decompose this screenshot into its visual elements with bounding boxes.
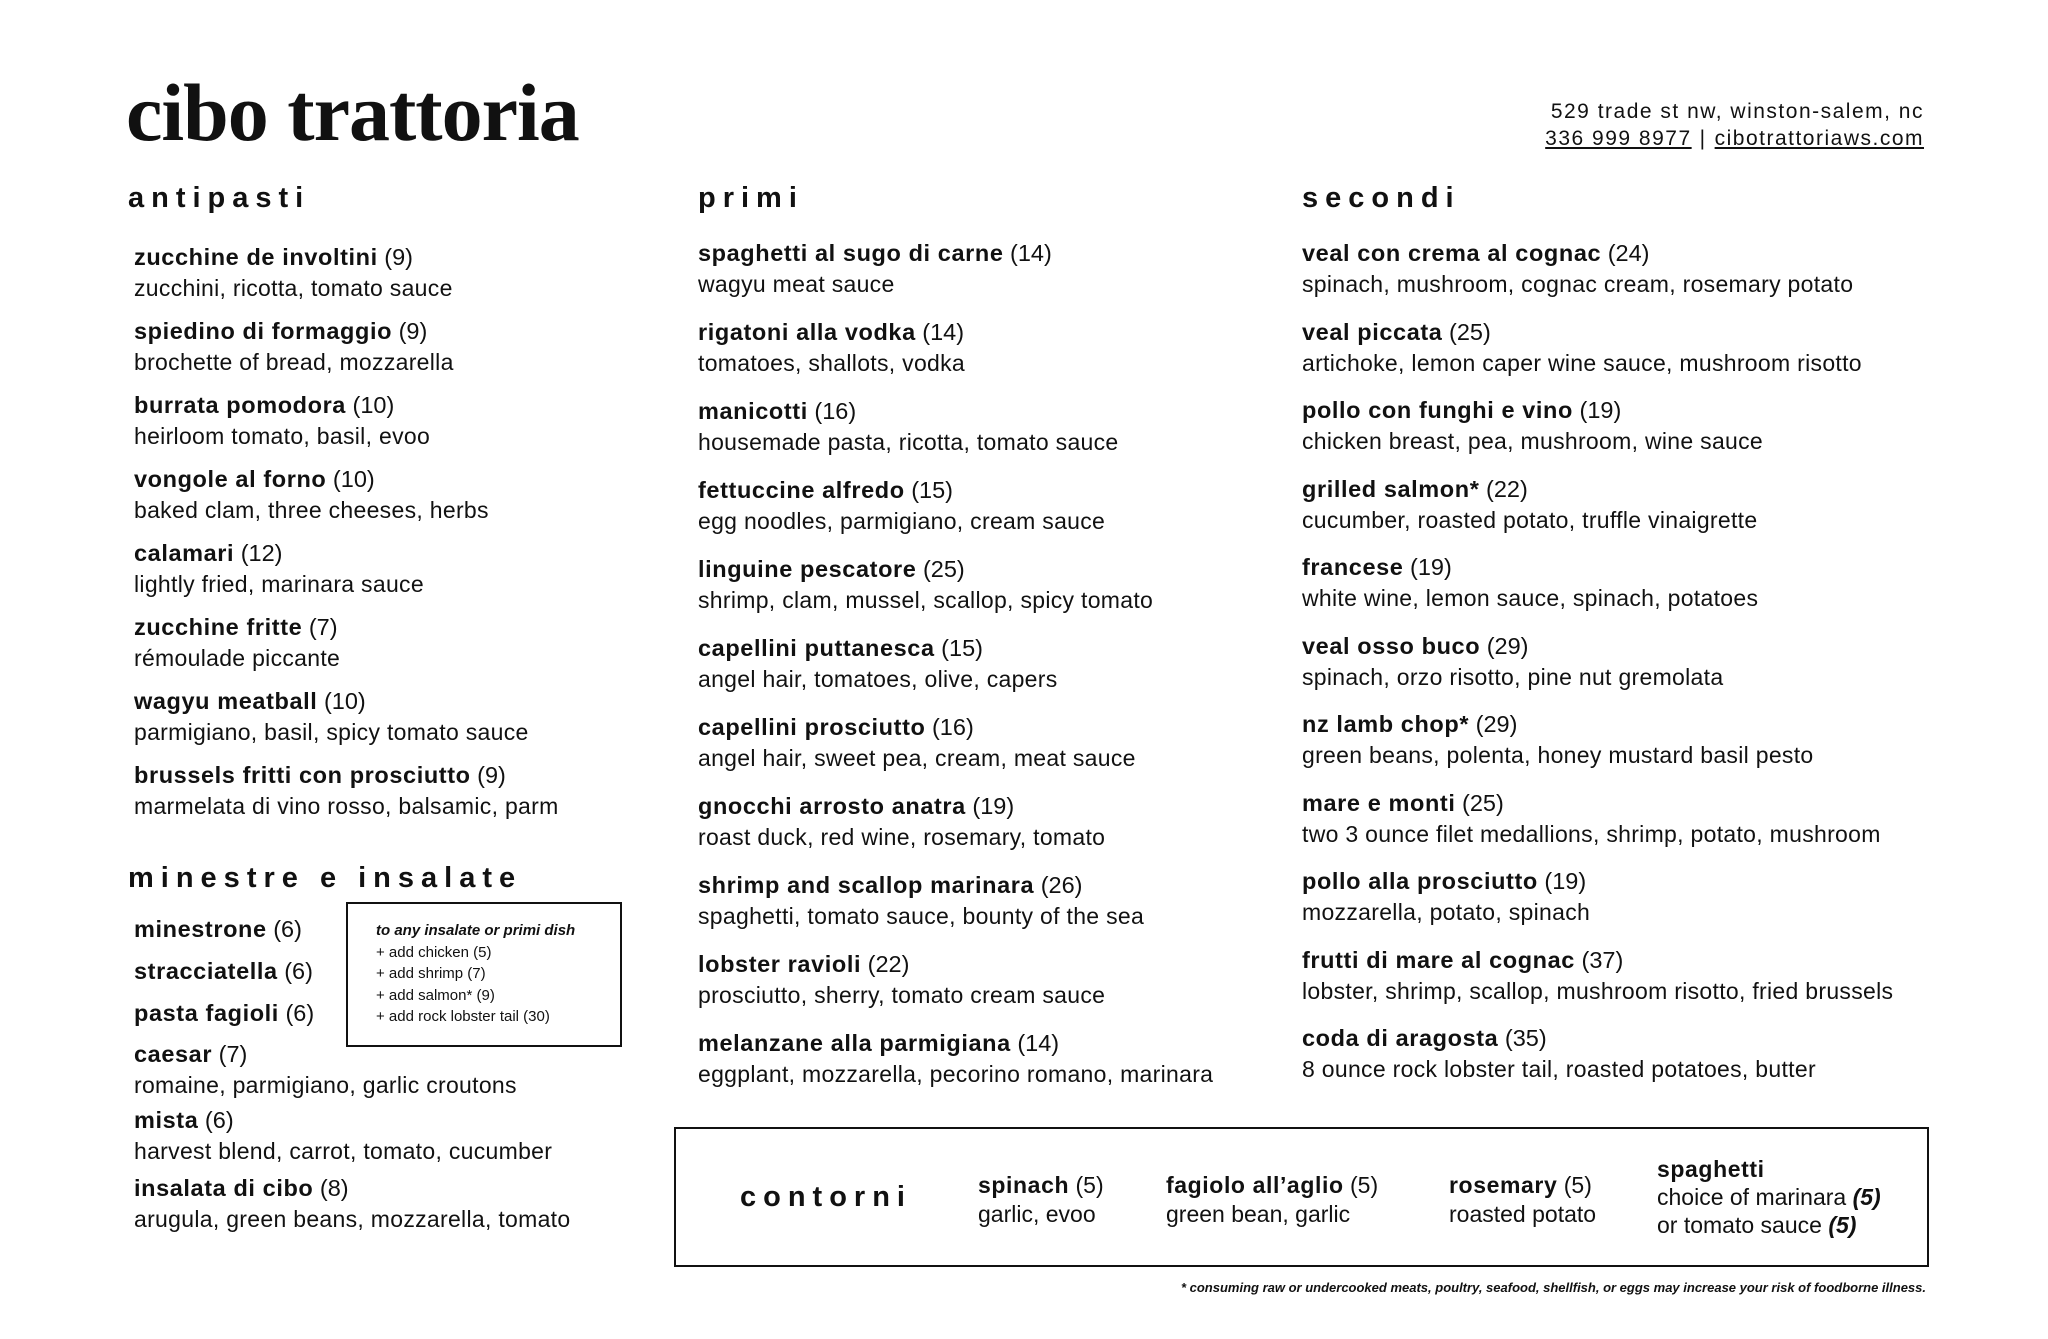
item-description: egg noodles, parmigiano, cream sauce [698, 508, 1106, 534]
item-price: (9) [384, 244, 413, 270]
item-name: capellini prosciutto [698, 714, 926, 740]
item-price: (5) [1563, 1172, 1592, 1198]
item-name: vongole al forno [134, 466, 327, 492]
menu-item [1302, 788, 1942, 867]
menu-item [134, 538, 654, 612]
address: 529 trade st nw, winston-salem, nc [1550, 100, 1924, 123]
item-price: (25) [1462, 789, 1504, 816]
item-price: (10) [352, 392, 395, 418]
salad-item [134, 1173, 654, 1239]
addons-box [346, 902, 622, 1047]
item-price: (19) [1544, 868, 1587, 894]
item-name: fagiolo all’aglio [1166, 1172, 1344, 1198]
item-name: manicotti [698, 398, 808, 424]
menu-item [134, 242, 654, 316]
item-description: garlic, evoo [978, 1201, 1096, 1227]
contorni-box [674, 1127, 1929, 1267]
item-name: shrimp and scallop marinara [698, 872, 1035, 898]
item-name: spaghetti al sugo di carne [698, 240, 1004, 266]
item-description: cucumber, roasted potato, truffle vinaigrette [1302, 506, 1758, 533]
health-disclaimer: * consuming raw or undercooked meats, poultry, seafood, shellfish, or eggs may increase your risk of foodborne illness. [1180, 1280, 1926, 1295]
item-price: (6) [284, 958, 313, 984]
item-description: rémoulade piccante [134, 645, 341, 671]
item-description: parmigiano, basil, spicy tomato sauce [134, 719, 529, 745]
item-price: (19) [1410, 554, 1452, 580]
item-name: grilled salmon* [1302, 475, 1480, 502]
item-description: wagyu meat sauce [698, 271, 895, 297]
phone-link[interactable]: 336 999 8977 [1545, 127, 1692, 150]
item-name: caesar [134, 1041, 213, 1067]
item-description: baked clam, three cheeses, herbs [134, 497, 489, 523]
item-price: (22) [867, 951, 910, 977]
item-price: (25) [1449, 318, 1491, 345]
item-description: lightly fried, marinara sauce [134, 571, 424, 597]
menu-item [1302, 866, 1942, 945]
item-price: (6) [273, 916, 302, 942]
item-description: tomatoes, shallots, vodka [698, 350, 966, 376]
item-description: spinach, mushroom, cognac cream, rosemary potato [1302, 271, 1854, 297]
menu-item [1302, 709, 1942, 788]
menu-item [698, 633, 1298, 712]
item-description: arugula, green beans, mozzarella, tomato [134, 1206, 571, 1232]
item-name: melanzane alla parmigiana [698, 1030, 1011, 1056]
salad-item [134, 1105, 654, 1173]
item-price: (10) [332, 466, 375, 492]
item-price: (35) [1504, 1025, 1547, 1051]
item-price: (9) [398, 318, 428, 344]
item-name: zucchine fritte [134, 614, 303, 640]
item-name: coda di aragosta [1302, 1025, 1499, 1051]
addon-line: + add salmon* (9) [376, 986, 495, 1004]
item-price: (29) [1475, 711, 1518, 737]
item-price: (8) [319, 1175, 349, 1201]
item-name: burrata pomodora [134, 392, 346, 418]
item-price: (19) [1579, 397, 1622, 423]
menu-item [1302, 552, 1942, 631]
item-price: (7) [218, 1041, 248, 1067]
item-name: stracciatella [134, 958, 278, 984]
item-name: fettuccine alfredo [698, 477, 905, 503]
item-name: lobster ravioli [698, 951, 862, 977]
menu-item [698, 791, 1298, 870]
menu-item [1302, 1023, 1942, 1102]
item-name: rigatoni alla vodka [698, 319, 916, 345]
menu-item [1302, 631, 1942, 710]
addon-line: + add chicken (5) [376, 943, 492, 961]
menu-item [698, 554, 1298, 633]
item-price: (5) [1828, 1212, 1857, 1238]
menu-item [134, 686, 654, 760]
item-description: 8 ounce rock lobster tail, roasted potatoes, butter [1302, 1056, 1816, 1082]
addon-line: + add shrimp (7) [376, 965, 486, 982]
item-price: (6) [285, 1000, 315, 1026]
secondi-list [1302, 238, 1942, 1102]
item-price: (14) [1017, 1030, 1060, 1056]
item-name: spinach [978, 1172, 1070, 1198]
item-name: calamari [134, 540, 235, 566]
side-item-fagiolo [1166, 1171, 1378, 1229]
side-item-rosemary [1449, 1171, 1596, 1229]
antipasti-list [134, 242, 654, 834]
menu-item [698, 949, 1298, 1028]
menu-item [698, 1028, 1298, 1107]
item-description: lobster, shrimp, scallop, mushroom risotto, fried brussels [1302, 977, 1894, 1004]
item-price: (5) [1852, 1184, 1881, 1210]
item-price: (6) [204, 1107, 234, 1133]
item-description: angel hair, sweet pea, cream, meat sauce [698, 745, 1136, 771]
primi-list [698, 238, 1298, 1107]
item-description: artichoke, lemon caper wine sauce, mushroom risotto [1302, 349, 1862, 376]
item-price: (24) [1607, 240, 1650, 266]
menu-item [698, 396, 1298, 475]
item-name: capellini puttanesca [698, 635, 935, 661]
item-description: roasted potato [1449, 1201, 1597, 1227]
item-name: frutti di mare al cognac [1302, 946, 1575, 973]
item-name: nz lamb chop* [1302, 711, 1470, 737]
item-description: white wine, lemon sauce, spinach, potatoes [1302, 585, 1759, 611]
item-price: (9) [477, 762, 506, 788]
item-description: shrimp, clam, mussel, scallop, spicy tomato [698, 587, 1154, 613]
item-price: (16) [814, 398, 857, 424]
contact-separator: | [1699, 127, 1707, 150]
side-item-spinach [978, 1171, 1104, 1229]
menu-item [1302, 945, 1942, 1024]
menu-item [134, 464, 654, 538]
item-name: wagyu meatball [134, 688, 318, 714]
item-price: (5) [1075, 1172, 1104, 1198]
item-price: (22) [1486, 475, 1528, 502]
menu-item [698, 712, 1298, 791]
item-description: harvest blend, carrot, tomato, cucumber [134, 1138, 553, 1164]
item-description: romaine, parmigiano, garlic croutons [134, 1072, 517, 1098]
item-name: zucchine de involtini [134, 244, 378, 270]
side-item-spaghetti [1657, 1155, 1881, 1239]
menu-item [698, 870, 1298, 949]
item-name: veal osso buco [1302, 632, 1481, 659]
menu-item [134, 390, 654, 464]
section-title-antipasti: antipasti [128, 182, 311, 214]
item-description: spaghetti, tomato sauce, bounty of the sea [698, 903, 1145, 929]
menu-item [134, 612, 654, 686]
item-description: two 3 ounce filet medallions, shrimp, potato, mushroom [1302, 820, 1881, 847]
item-price: (14) [1010, 240, 1052, 266]
item-name: francese [1302, 554, 1404, 580]
item-price: (15) [911, 477, 953, 503]
item-price: (5) [1350, 1172, 1379, 1198]
item-price: (14) [922, 319, 965, 345]
menu-item [1302, 395, 1942, 474]
item-name: veal piccata [1302, 318, 1443, 345]
item-description: marmelata di vino rosso, balsamic, parm [134, 793, 559, 819]
item-name: insalata di cibo [134, 1175, 314, 1201]
item-description: roast duck, red wine, rosemary, tomato [698, 824, 1106, 850]
item-price: (15) [941, 635, 983, 661]
item-name: mista [134, 1107, 199, 1133]
menu-item [1302, 238, 1942, 317]
menu-item [698, 317, 1298, 396]
item-price: (37) [1581, 946, 1624, 973]
item-description: spinach, orzo risotto, pine nut gremolata [1302, 663, 1724, 690]
item-name: gnocchi arrosto anatra [698, 793, 966, 819]
menu-item [134, 760, 654, 834]
item-description: or tomato sauce [1657, 1212, 1822, 1238]
item-price: (26) [1040, 872, 1083, 898]
item-price: (16) [931, 714, 974, 740]
addons-heading: to any insalate or primi dish [376, 922, 576, 939]
item-price: (19) [972, 793, 1015, 819]
website-link[interactable]: cibotrattoriaws.com [1714, 127, 1924, 150]
item-description: green bean, garlic [1166, 1201, 1351, 1227]
menu-item [698, 475, 1298, 554]
salad-item [134, 1039, 654, 1105]
item-price: (7) [308, 614, 338, 640]
menu-item [698, 238, 1298, 317]
item-name: pasta fagioli [134, 1000, 279, 1026]
item-description: prosciutto, sherry, tomato cream sauce [698, 982, 1106, 1008]
item-description: angel hair, tomatoes, olive, capers [698, 666, 1058, 692]
menu-item [1302, 474, 1942, 553]
item-name: veal con crema al cognac [1302, 240, 1602, 266]
section-title-secondi: secondi [1302, 182, 1461, 214]
item-name: rosemary [1449, 1172, 1558, 1198]
item-name: pollo con funghi e vino [1302, 397, 1573, 423]
item-description: heirloom tomato, basil, evoo [134, 423, 431, 449]
addon-line: + add rock lobster tail (30) [376, 1008, 550, 1025]
item-description: brochette of bread, mozzarella [134, 349, 454, 375]
item-name: brussels fritti con prosciutto [134, 762, 471, 788]
item-name: spaghetti [1657, 1156, 1765, 1182]
item-description: eggplant, mozzarella, pecorino romano, marinara [698, 1061, 1214, 1087]
item-description: mozzarella, potato, spinach [1302, 899, 1591, 925]
menu-item [134, 316, 654, 390]
item-name: minestrone [134, 916, 267, 942]
section-title-contorni: contorni [740, 1181, 912, 1213]
item-name: pollo alla prosciutto [1302, 868, 1538, 894]
contact-info [1545, 98, 1924, 152]
section-title-primi: primi [698, 182, 804, 214]
restaurant-name: cibo trattoria [126, 67, 579, 158]
item-price: (12) [240, 540, 283, 566]
menu-item [1302, 317, 1942, 396]
item-description: choice of marinara [1657, 1184, 1847, 1210]
item-name: mare e monti [1302, 789, 1456, 816]
item-description: housemade pasta, ricotta, tomato sauce [698, 429, 1119, 455]
item-price: (10) [323, 688, 366, 714]
section-title-minestre: minestre e insalate [128, 862, 523, 894]
item-name: spiedino di formaggio [134, 318, 393, 344]
item-description: zucchini, ricotta, tomato sauce [134, 275, 453, 301]
item-price: (25) [922, 556, 965, 582]
item-description: chicken breast, pea, mushroom, wine sauce [1302, 428, 1764, 454]
item-name: linguine pescatore [698, 556, 917, 582]
item-price: (29) [1486, 632, 1529, 659]
item-description: green beans, polenta, honey mustard basil pesto [1302, 742, 1814, 768]
